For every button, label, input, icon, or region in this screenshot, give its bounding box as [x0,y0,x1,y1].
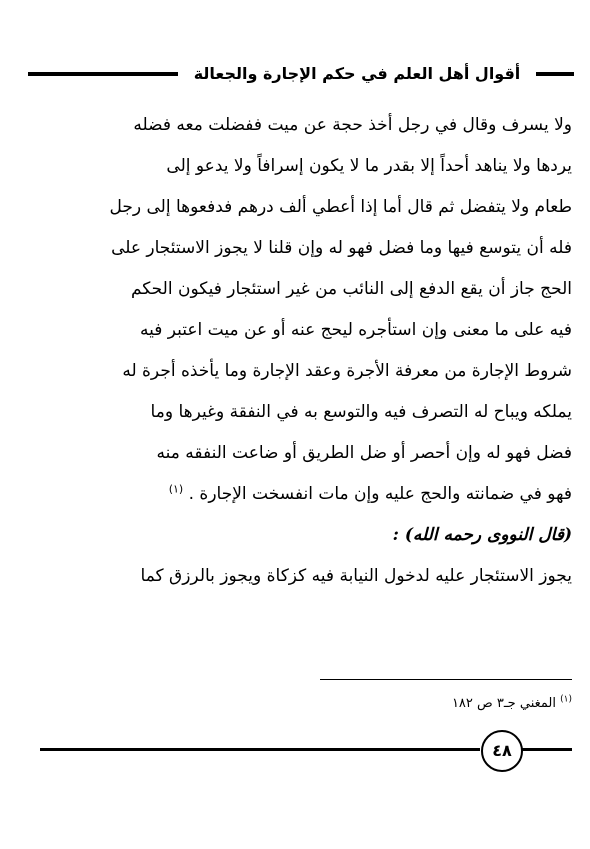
quote-heading: (قال النووى رحمه الله) : [392,525,572,545]
body-text [40,105,572,597]
footnote [320,694,572,714]
footnote-separator [320,679,572,680]
body-line: يجوز الاستئجار عليه لدخول النيابة فيه كزكاة ويجوز بالرزق كما [140,566,572,586]
body-line: الحج جاز أن يقع الدفع إلى النائب من غير استئجار فيكون الحكم [130,279,572,299]
body-line: يردها ولا يناهد أحداً إلا بقدر ما لا يكون إسرافاً ولا يدعو إلى [166,156,572,176]
header-rule-right [536,72,574,76]
body-line: يملكه ويباح له التصرف فيه والتوسع به في النفقة وغيرها وما [150,402,572,422]
body-line: فله أن يتوسع فيها وما فضل فهو له وإن قلنا لا يجوز الاستئجار على [111,238,572,258]
footer-rule-right [522,748,572,751]
footer-rule-left [40,748,480,751]
body-line: ولا يسرف وقال في رجل أخذ حجة عن ميت ففضلت معه فضله [133,115,572,135]
body-line: فيه على ما معنى وإن استأجره ليحج عنه أو عن ميت اعتبر فيه [139,320,572,340]
running-header [28,62,574,86]
body-line: فضل فهو له وإن أحصر أو ضل الطريق أو ضاعت النفقه منه [156,443,572,463]
footnote-reference[interactable]: (١) [168,482,184,496]
page-number: ٤٨ [481,730,523,772]
body-line-with-footnote [40,474,572,515]
footnote-text: المغني جـ٣ ص ١٨٢ [451,696,556,711]
footnote-mark: (١) [560,694,572,705]
header-title: أقوال أهل العلم في حكم الإجارة والجعالة [193,64,521,83]
body-line: طعام ولا يتفضل ثم قال أما إذا أعطي ألف درهم فدفعوها إلى رجل [109,197,572,217]
body-line: شروط الإجارة من معرفة الأجرة وعقد الإجارة وما يأخذه أجرة له [122,361,572,381]
body-line-text: فهو في ضمانته والحج عليه وإن مات انفسخت الإجارة . [188,484,572,504]
header-rule-left [28,72,178,76]
